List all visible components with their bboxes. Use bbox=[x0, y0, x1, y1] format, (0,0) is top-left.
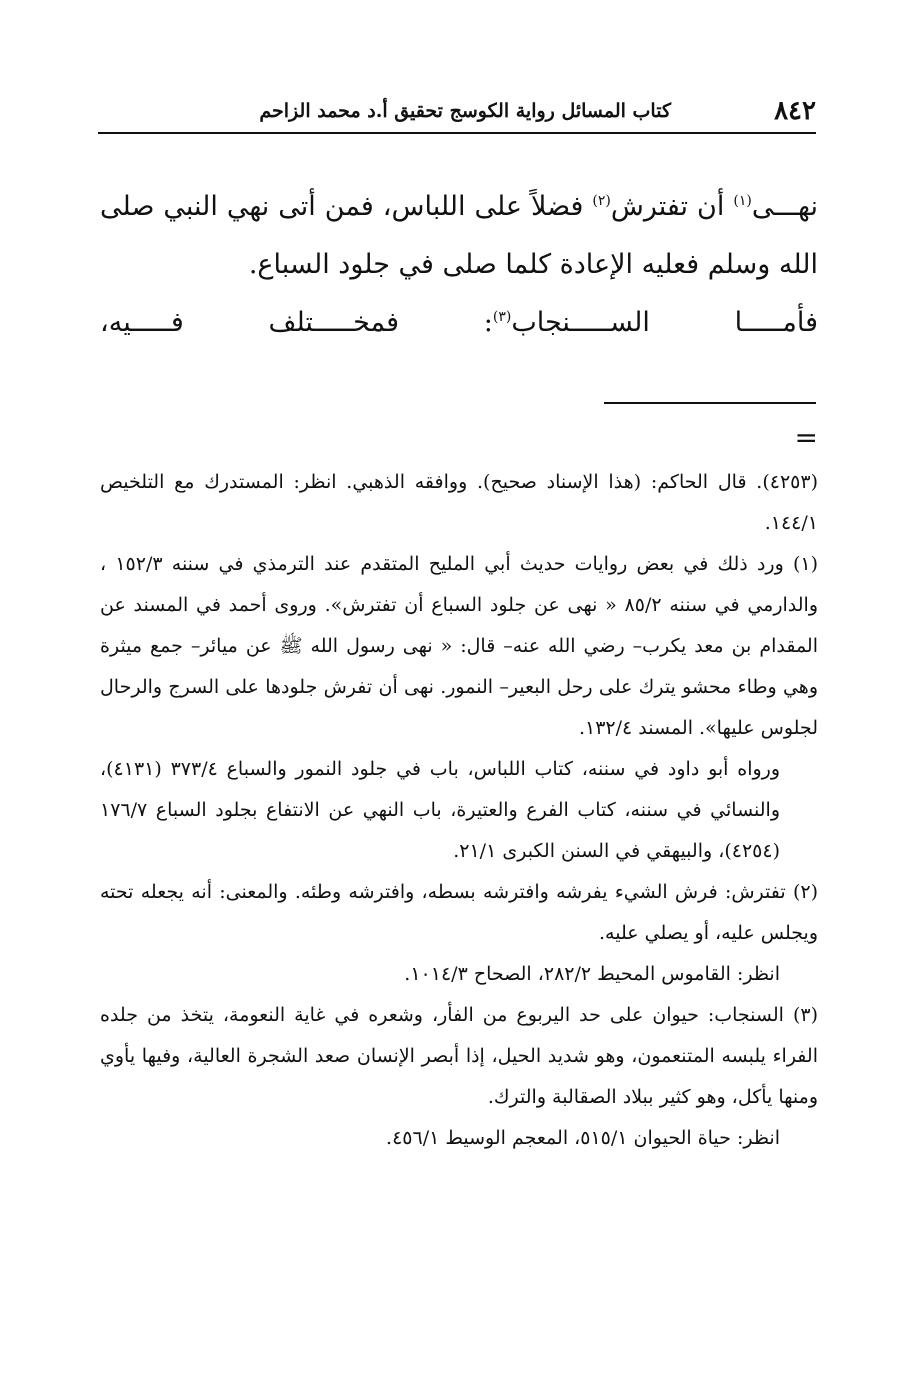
main-text-segment: نهـــى bbox=[751, 191, 819, 222]
footnote-1: (١) ورد ذلك في بعض روايات حديث أبي المليح المتقدم عند الترمذي في سننه ١٥٢/٣ ، والدارمي في سننه ٨٥/٢ « نهى عن جلود السباع أن تفترش». وروى أحمد في المسند عن المقدام بن معد يكرب– رضي الله عنه– قال: « نهى رسول الله ﷺ عن ميائر– جمع ميثرة وهي وطاء محشو يترك على رحل البعير– النمور. نهى أن تفرش جلودها على السرج والرحال لجلوس عليها». المسند ١٣٢/٤. bbox=[100, 553, 819, 739]
main-text-segment: أن تفترش bbox=[610, 191, 734, 222]
footnotes bbox=[100, 462, 818, 1159]
footnote-ref-2: (٢) bbox=[592, 193, 611, 209]
footnote-ref-1: (١) bbox=[733, 193, 752, 209]
main-paragraph bbox=[100, 178, 818, 294]
main-text bbox=[100, 178, 818, 352]
footnote-2-reference: انظر: القاموس المحيط ٢٨٢/٢، الصحاح ١٠١٤/٣. bbox=[404, 963, 780, 985]
footnote-2: (٢) تفترش: فرش الشيء يفرشه وافترشه بسطه، وافترشه وطئه. والمعنى: أنه يجعله تحته ويجلس عليه، أو يصلي عليه. bbox=[100, 881, 818, 944]
footnote-continuation: (٤٢٥٣). قال الحاكم: (هذا الإسناد صحيح). ووافقه الذهبي. انظر: المستدرك مع التلخيص ١٤٤/١. bbox=[100, 471, 818, 534]
footnote-ref-3: (٣) bbox=[492, 309, 512, 325]
main-text-segment: فأمـــــا الســـــنجاب bbox=[511, 307, 818, 338]
main-paragraph-2 bbox=[100, 294, 818, 352]
page-number: ٨٤٢ bbox=[774, 96, 816, 126]
main-text-segment: فضلاً على اللباس، فمن أتى نهي النبي صلى الله وسلم فعليه الإعادة كلما صلى في جلود السباع. bbox=[100, 191, 818, 280]
footnote-1-continued: ورواه أبو داود في سننه، كتاب اللباس، باب في جلود النمور والسباع ٣٧٣/٤ (٤١٣١)، والنسائي في سننه، كتاب الفرع والعتيرة، باب النهي عن الانتفاع بجلود السباع ١٧٦/٧ (٤٢٥٤)، والبيهقي في السنن الكبرى ٢١/١. bbox=[100, 758, 780, 862]
footnote-3-reference: انظر: حياة الحيوان ٥١٥/١، المعجم الوسيط ٤٥٦/١. bbox=[386, 1127, 780, 1149]
main-text-segment: : فمخـــــتلف فـــــيه، bbox=[100, 307, 493, 338]
running-title: كتاب المسائل رواية الكوسج تحقيق أ.د محمد الزاحم bbox=[259, 100, 671, 122]
footnote-3: (٣) السنجاب: حيوان على حد اليربوع من الفأر، وشعره في غاية النعومة، يتخذ من جلده الفراء يلبسه المتنعمون، وهو شديد الحيل، إذا أبصر الإنسان صعد الشجرة العالية، وفيها يأوي ومنها يأكل، وهو كثير ببلاد الصقالبة والترك. bbox=[100, 1004, 818, 1108]
footnote-separator-line bbox=[604, 402, 816, 404]
page-header bbox=[98, 92, 816, 134]
continuation-mark: = bbox=[794, 421, 818, 454]
